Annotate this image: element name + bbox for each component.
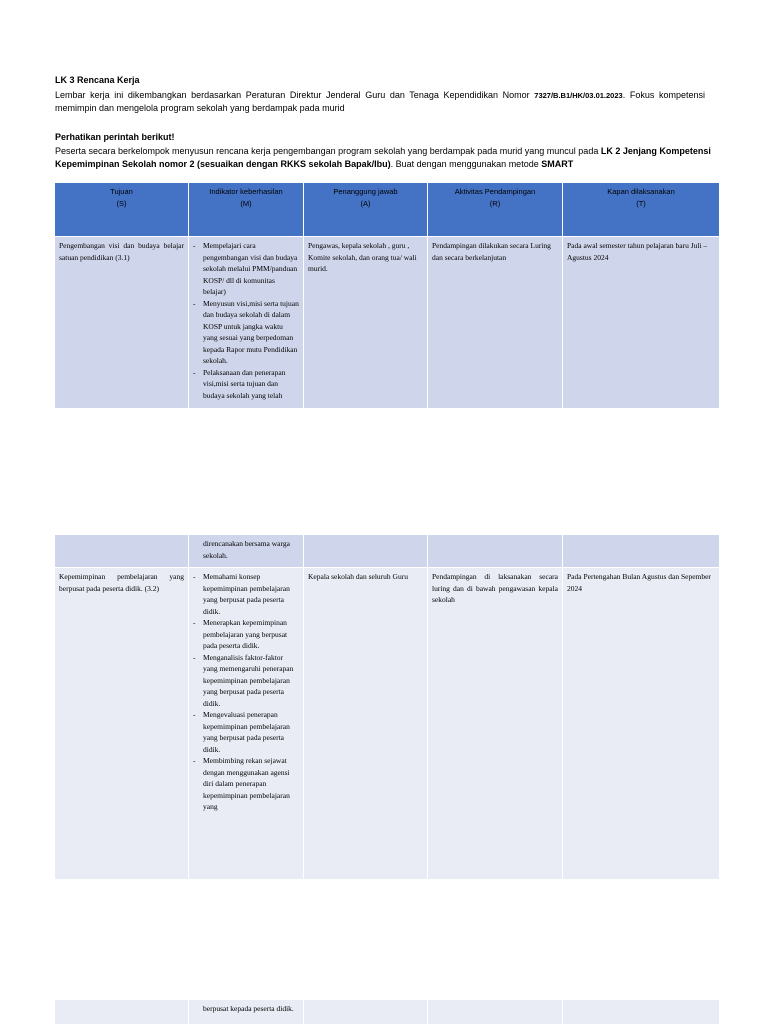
instruction-bold-2: SMART	[541, 159, 574, 169]
regulation-number: 7327/B.B1/HK/03.01.2023	[534, 91, 623, 100]
header-kapan	[563, 183, 719, 236]
instruction-paragraph	[55, 145, 715, 171]
instruction-bold-1: LK 2 Jenjang Kompetensi Kepemimpinan Sekolah nomor 2 (sesuaikan dengan RKKS sekolah Bapak/Ibu)	[55, 146, 711, 169]
intro-text-before: Lembar kerja ini dikembangkan berdasarkan Peraturan Direktur Jenderal Guru dan Tenaga Kependidikan Nomor	[55, 90, 535, 100]
list-item: - Membimbing rekan sejawat dengan menggunakan agensi diri dalam penerapan kepemimpinan pembelajaran yang	[193, 755, 299, 813]
row2-indikator	[189, 567, 304, 879]
list-item: - Mengevaluasi penerapan kepemimpinan pembelajaran yang berpusat pada peserta didik.	[193, 709, 299, 755]
header-aktivitas-sub: (R)	[489, 199, 501, 208]
header-kapan-sub: (T)	[636, 199, 646, 208]
row1-indikator-list	[193, 240, 299, 401]
row1-aktivitas: Pendampingan dilakukan secara Luring dan secara berkelanjutan	[428, 236, 563, 408]
list-item: - Menerapkan kepemimpinan pembelajaran yang berpusat pada peserta didik.	[193, 617, 299, 652]
row2-penanggung: Kepala sekolah dan seluruh Guru	[304, 567, 428, 879]
list-item: - Memahami konsep kepemimpinan pembelajaran yang berpusat pada peserta didik.	[193, 571, 299, 617]
intro-text-after: . Fokus kompetensi memimpin dan mengelola program sekolah yang berdampak pada murid	[55, 90, 705, 113]
header-penanggung	[304, 183, 428, 236]
header-tujuan	[55, 183, 189, 236]
header-kapan-label: Kapan dilaksanakan	[607, 187, 675, 196]
row1-tujuan: Pengembangan visi dan budaya belajar satuan pendidikan (3.1)	[55, 236, 189, 408]
intro-paragraph	[55, 89, 705, 115]
row1-cont-tujuan	[55, 534, 189, 567]
list-item: - Mempelajari cara pengembangan visi dan budaya sekolah melalui PMM/panduan KOSP/ dll di komunitas belajar)	[193, 240, 299, 298]
row2-cont-tujuan	[55, 999, 189, 1024]
header-indikator-label: Indikator keberhasilan	[209, 187, 283, 196]
row1-cont-kapan	[563, 534, 719, 567]
header-penanggung-sub: (A)	[360, 199, 371, 208]
row2-kapan: Pada Pertengahan Bulan Agustus dan Sepember 2024	[563, 567, 719, 879]
page-title: LK 3 Rencana Kerja	[55, 75, 140, 85]
header-tujuan-sub: (S)	[116, 199, 127, 208]
row2-cont-kapan	[563, 999, 719, 1024]
list-item: - Menyusun visi,misi serta tujuan dan budaya sekolah di dalam KOSP untuk jangka waktu yang sesuai yang berpedoman kepada Rapor mutu Pendidikan sekolah.	[193, 298, 299, 367]
row2-aktivitas: Pendampingan di laksanakan secara luring dan di bawah pengawasan kepala sekolah	[428, 567, 563, 879]
instruction-part-2: . Buat dengan menggunakan metode	[390, 159, 542, 169]
notice-heading: Perhatikan perintah berikut!	[55, 132, 175, 142]
instruction-part-1: Peserta secara berkelompok menyusun rencana kerja pengembangan program sekolah yang berdampak pada murid yang muncul pada	[55, 146, 601, 156]
list-item: - Pelaksanaan dan penerapan visi,misi serta tujuan dan budaya sekolah yang telah	[193, 367, 299, 402]
header-tujuan-label: Tujuan	[110, 187, 133, 196]
row2-cont-penanggung	[304, 999, 428, 1024]
row1-indikator	[189, 236, 304, 408]
row2-cont-aktivitas	[428, 999, 563, 1024]
list-item: - Menganalisis faktor-faktor yang memengaruhi penerapan kepemimpinan pembelajaran yang berpusat pada peserta didik.	[193, 652, 299, 710]
row2-tujuan: Kepemimpinan pembelajaran yang berpusat pada peserta didik. (3.2)	[55, 567, 189, 879]
row1-cont-penanggung	[304, 534, 428, 567]
row1-cont-indikator: direncanakan bersama warga sekolah.	[189, 534, 304, 567]
header-aktivitas-label: Aktivitas Pendampingan	[454, 187, 536, 196]
row2-cont-indikator: berpusat kepada peserta didik.	[189, 999, 304, 1024]
header-penanggung-label: Penanggung jawab	[333, 187, 398, 196]
row1-cont-aktivitas	[428, 534, 563, 567]
header-aktivitas	[428, 183, 563, 236]
header-indikator	[189, 183, 304, 236]
row2-indikator-list	[193, 571, 299, 813]
row1-kapan: Pada awal semester tahun pelajaran baru Juli – Agustus 2024	[563, 236, 719, 408]
header-indikator-sub: (M)	[240, 199, 252, 208]
row1-penanggung: Pengawas, kepala sekolah , guru , Komite sekolah, dan orang tua/ wali murid.	[304, 236, 428, 408]
